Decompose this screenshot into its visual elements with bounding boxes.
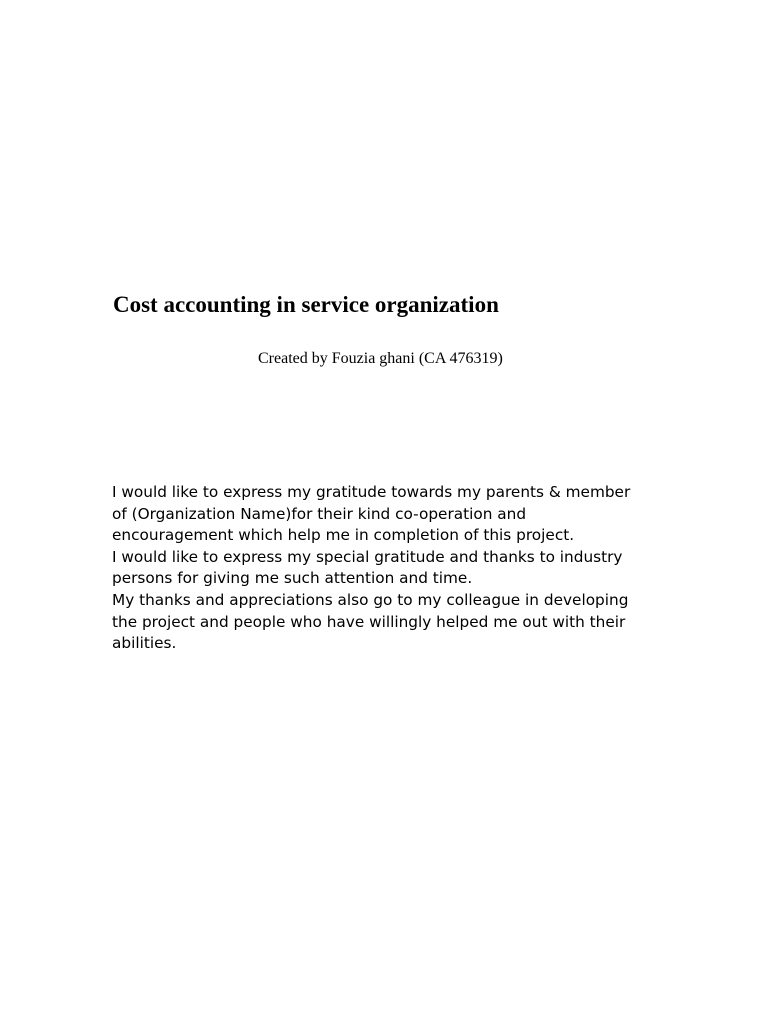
acknowledgement-line: of (Organization Name)for their kind co-operation and bbox=[112, 504, 527, 523]
author-line: Created by Fouzia ghani (CA 476319) bbox=[258, 350, 503, 367]
acknowledgement-line: I would like to express my gratitude towards my parents & member bbox=[112, 483, 631, 501]
acknowledgement-line: persons for giving me such attention and time. bbox=[112, 569, 473, 588]
acknowledgement-line: abilities. bbox=[112, 634, 177, 653]
acknowledgement-line: the project and people who have willingly helped me out with their bbox=[112, 612, 626, 631]
acknowledgement-line: My thanks and appreciations also go to my colleague in developing bbox=[112, 590, 629, 609]
acknowledgement-line: encouragement which help me in completion of this project. bbox=[112, 526, 575, 545]
acknowledgement-paragraph bbox=[112, 482, 672, 655]
document-title: Cost accounting in service organization bbox=[113, 292, 499, 317]
acknowledgement-line: I would like to express my special gratitude and thanks to industry bbox=[112, 547, 623, 566]
